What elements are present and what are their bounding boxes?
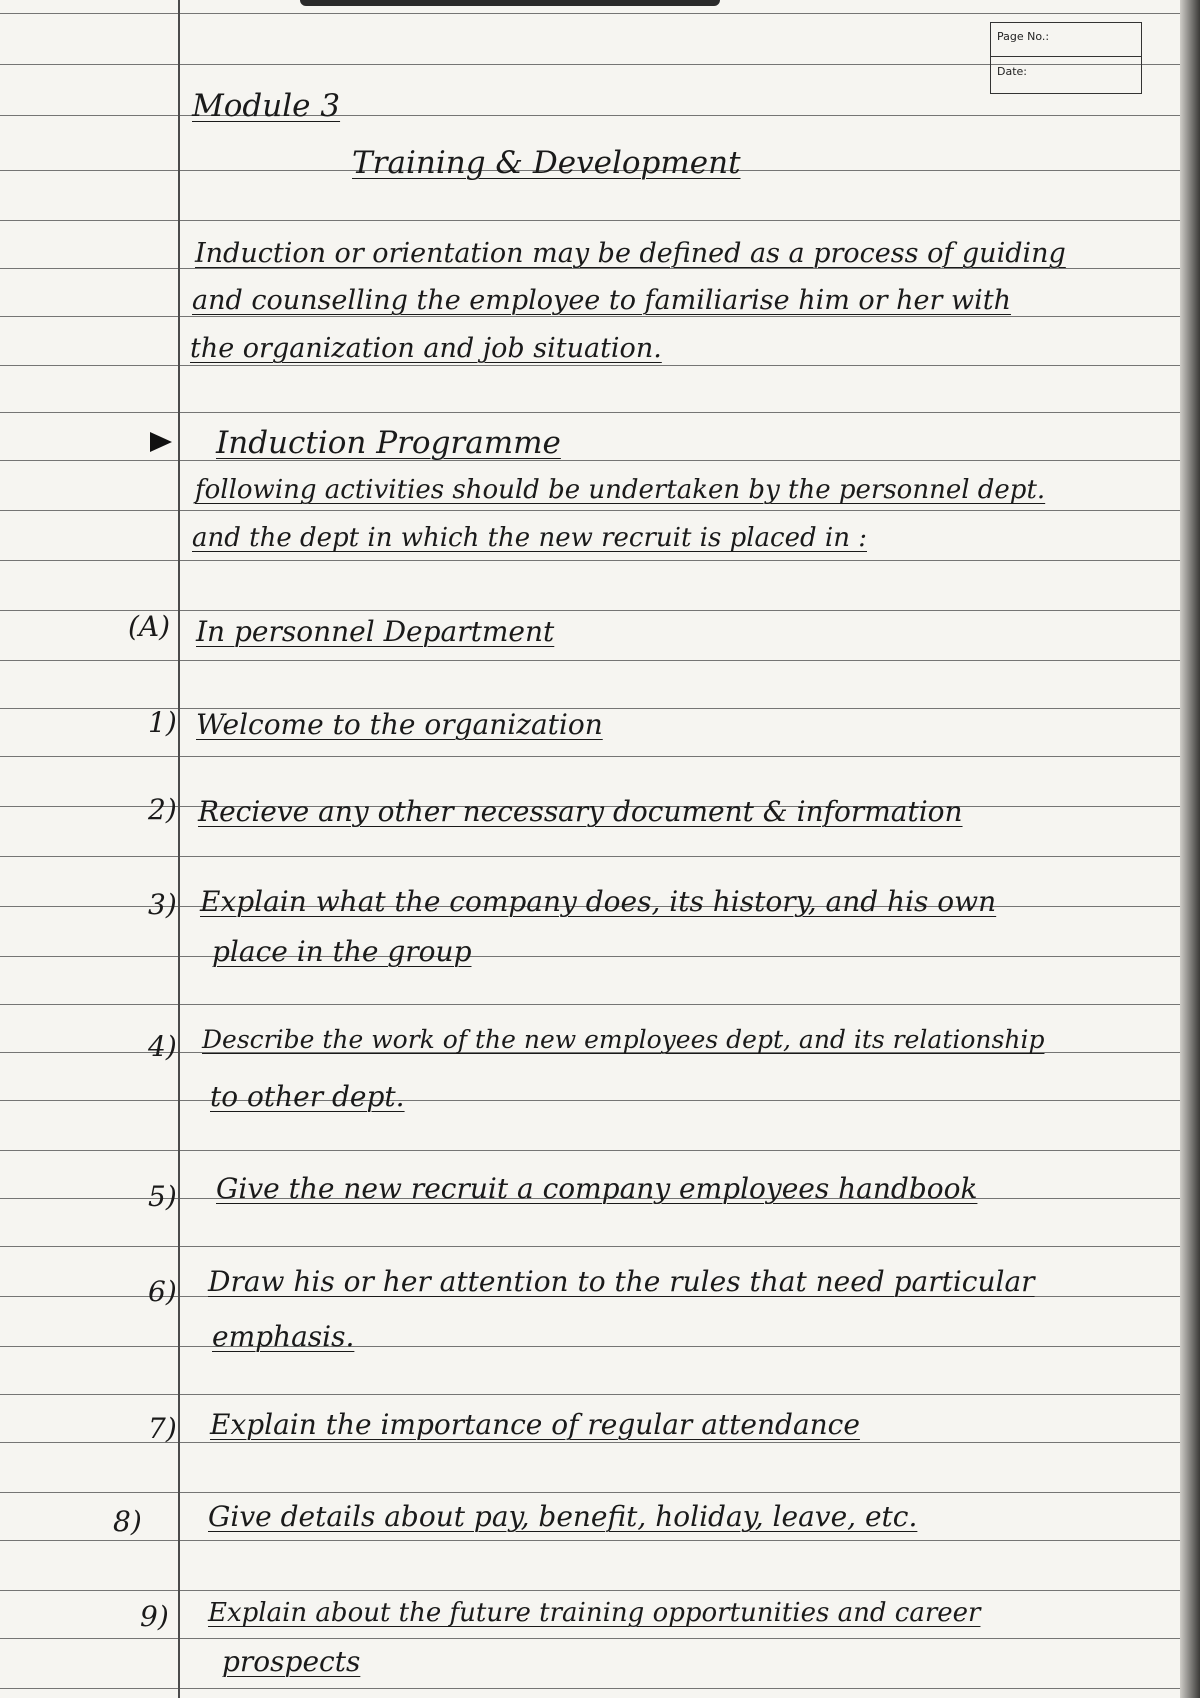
item-line: prospects xyxy=(222,1645,361,1678)
section-a-label: (A) xyxy=(128,610,171,643)
page-number-box xyxy=(990,22,1142,94)
programme-line-2: and the dept in which the new recruit is placed in : xyxy=(192,523,867,553)
definition-line-2: and counselling the employee to familiarise him or her with xyxy=(192,285,1011,316)
item-line: Recieve any other necessary document & information xyxy=(198,795,963,828)
item-line: Explain what the company does, its history, and his own xyxy=(200,885,997,918)
item-line: Describe the work of the new employees dept, and its relationship xyxy=(202,1025,1045,1054)
item-number: 1) xyxy=(148,706,177,739)
page-title: Training & Development xyxy=(352,145,741,181)
item-line: Draw his or her attention to the rules that need particular xyxy=(208,1265,1035,1298)
section-a-title: In personnel Department xyxy=(196,615,555,648)
programme-line-1: following activities should be undertaken by the personnel dept. xyxy=(195,475,1046,505)
item-number: 6) xyxy=(148,1275,177,1308)
definition-line-1: Induction or orientation may be defined as a process of guiding xyxy=(195,238,1066,269)
notebook-binding xyxy=(300,0,720,6)
definition-line-3: the organization and job situation. xyxy=(190,333,662,364)
page-edge-shadow xyxy=(1180,0,1200,1698)
item-number: 4) xyxy=(148,1030,177,1063)
item-line: Give details about pay, benefit, holiday, leave, etc. xyxy=(208,1500,918,1533)
item-number: 3) xyxy=(148,888,177,921)
date-label: Date: xyxy=(997,65,1027,78)
item-line: place in the group xyxy=(212,935,472,968)
programme-title: Induction Programme xyxy=(216,425,561,461)
page-box-divider xyxy=(991,56,1141,57)
item-line: Give the new recruit a company employees handbook xyxy=(216,1172,978,1205)
item-number: 5) xyxy=(148,1180,177,1213)
item-number: 9) xyxy=(140,1600,169,1633)
page-no-label: Page No.: xyxy=(997,30,1050,43)
item-line: Welcome to the organization xyxy=(196,708,603,741)
margin-line xyxy=(178,0,180,1698)
item-line: Explain the importance of regular attendance xyxy=(210,1408,860,1441)
item-line: to other dept. xyxy=(210,1080,405,1113)
item-number: 7) xyxy=(148,1412,177,1445)
item-number: 8) xyxy=(113,1505,142,1538)
triangle-bullet-icon xyxy=(150,432,172,452)
item-number: 2) xyxy=(148,793,177,826)
item-line: Explain about the future training opportunities and career xyxy=(208,1598,981,1628)
module-heading: Module 3 xyxy=(192,88,341,124)
item-line: emphasis. xyxy=(212,1320,355,1353)
